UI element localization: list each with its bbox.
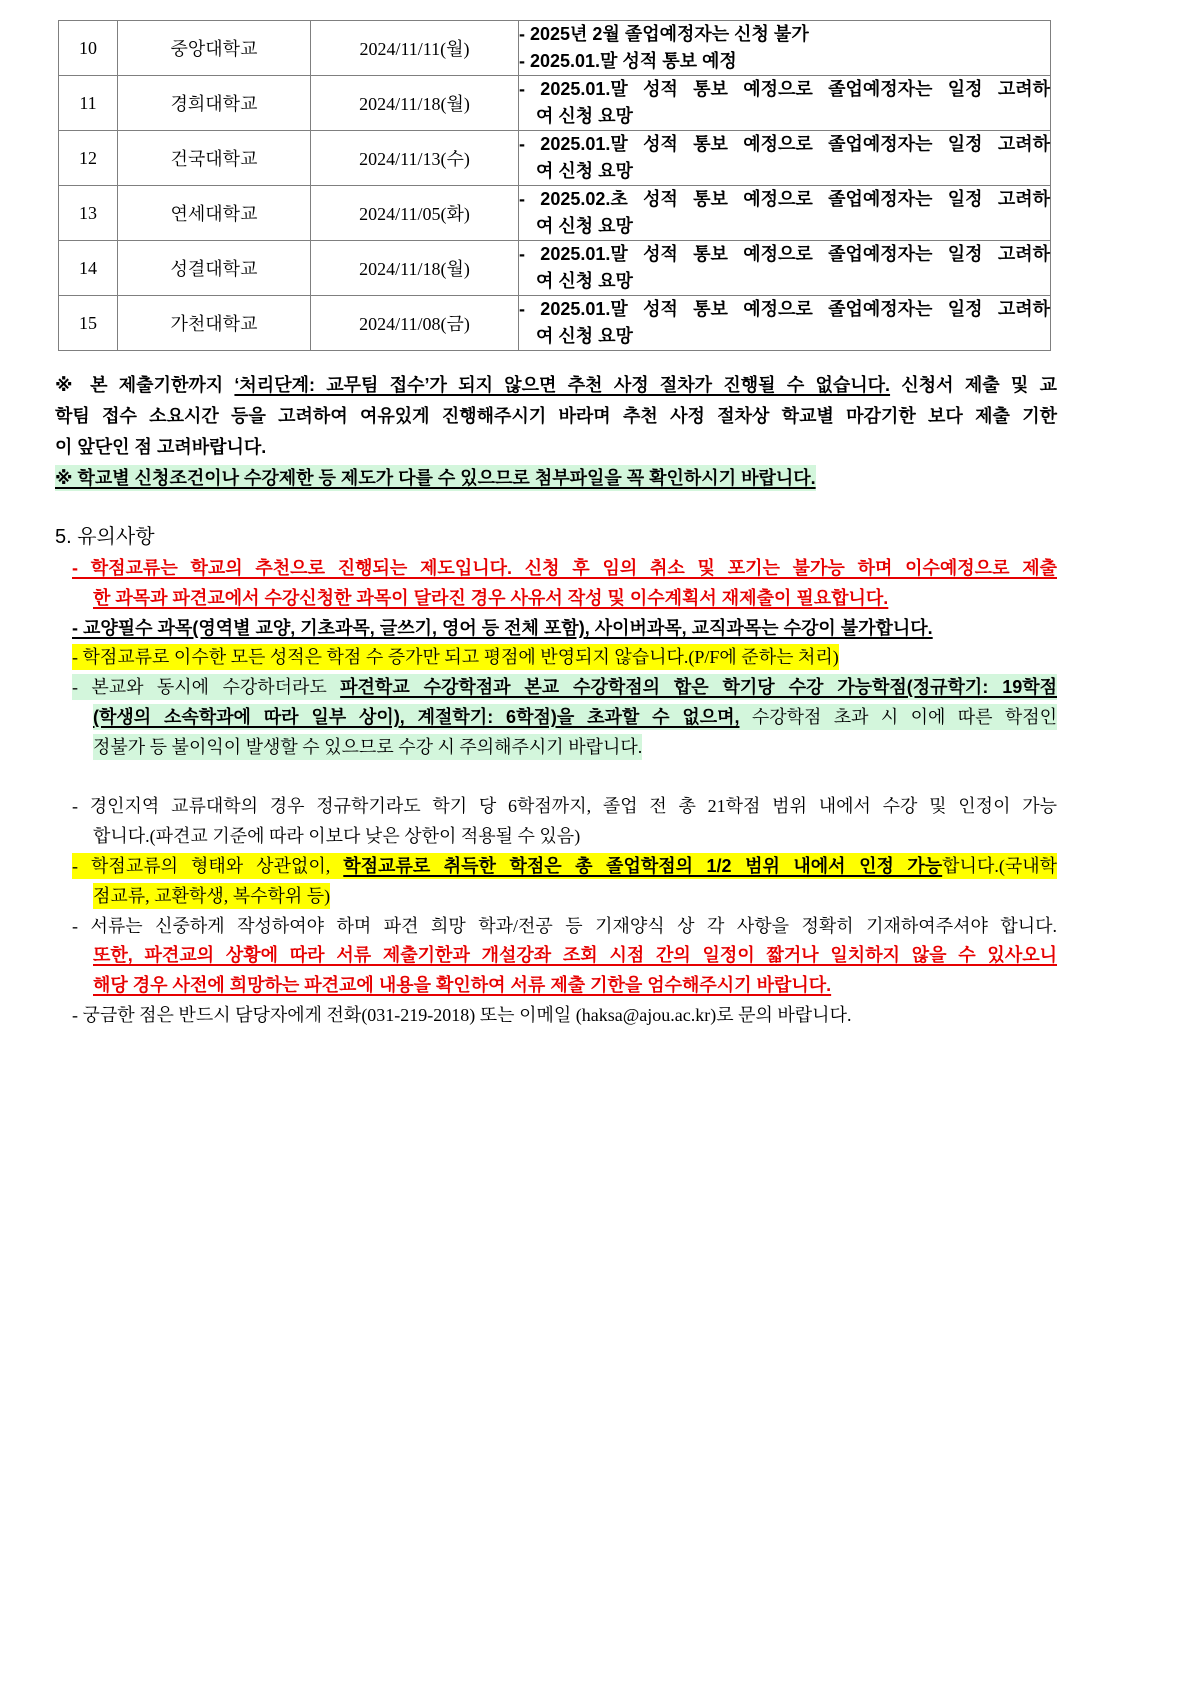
note-line: 여 신청 요망	[536, 106, 633, 126]
deadline-warning: ‘처리단계: 교무팀 접수’가 되지 않으면 추천 사정 절차가 진행될 수 없습니다.	[234, 375, 891, 395]
row-number: 14	[59, 241, 118, 296]
emphasis-text: 파견학교 수강학점과 본교 수강학점의 합은 학기당 수강 가능학점(정규학기: 19학점	[340, 677, 1057, 698]
caution-line: - 학점교류는 학교의 추천으로 진행되는 제도입니다. 신청 후 임의 취소 및 포기는 불가능 하며 이수예정으로 제출	[72, 558, 1057, 578]
caution-item-recognition	[55, 852, 1057, 912]
school-name: 연세대학교	[118, 186, 311, 241]
note-cell	[519, 241, 1051, 296]
blank-line	[55, 763, 1057, 793]
emphasis-text: (학생의 소속학과에 따라 일부 상이), 계절학기: 6학점)을 초과할 수 없으며,	[93, 706, 740, 727]
caution-line: 합니다.(파견교 기준에 따라 이보다 낮은 상한이 적용될 수 있음)	[93, 826, 581, 847]
table-row	[59, 76, 1051, 131]
deadline-date: 2024/11/11(월)	[311, 21, 519, 76]
school-name: 중앙대학교	[118, 21, 311, 76]
note-line: - 2025.01.말 성적 통보 예정	[519, 51, 737, 71]
note-cell	[519, 21, 1051, 76]
caution-line: 또한, 파견교의 상황에 따라 서류 제출기한과 개설강좌 조회 시점 간의 일정이 짧거나 일치하지 않을 수 있사오니	[93, 945, 1057, 966]
caution-line	[55, 852, 1057, 882]
table-row	[59, 131, 1051, 186]
caution-line	[55, 882, 1057, 912]
note-cell	[519, 186, 1051, 241]
notice-line: 이 앞단인 점 고려바랍니다.	[55, 437, 267, 457]
caution-item-excluded-courses	[55, 614, 1057, 644]
caution-line	[55, 643, 1057, 673]
table-row	[59, 296, 1051, 351]
notice-paragraph	[55, 370, 1057, 494]
notice-line	[55, 370, 1057, 401]
note-cell	[519, 76, 1051, 131]
table-body	[59, 21, 1051, 351]
table-row	[59, 186, 1051, 241]
school-name: 성결대학교	[118, 241, 311, 296]
highlighted-text: 점교류, 교환학생, 복수학위 등)	[93, 883, 330, 909]
attachment-notice-text: ※ 학교별 신청조건이나 수강제한 등 제도가 다를 수 있으므로 첨부파일을 꼭 확인하시기 바랍니다.	[55, 465, 816, 491]
caution-line: - 서류는 신중하게 작성하여야 하며 파견 희망 학과/전공 등 기재양식 상 각 사항을 정확히 기재하여주셔야 합니다.	[72, 915, 1057, 936]
deadline-date: 2024/11/18(월)	[311, 241, 519, 296]
caution-item-contact	[55, 1001, 1057, 1031]
caution-line: 한 과목과 파견교에서 수강신청한 과목이 달라진 경우 사유서 작성 및 이수계획서 재제출이 필요합니다.	[93, 587, 889, 608]
caution-line: - 궁금한 점은 반드시 담당자에게 전화(031-219-2018) 또는 이메일 (haksa@ajou.ac.kr)로 문의 바랍니다.	[72, 1004, 852, 1025]
note-line: 여 신청 요망	[536, 326, 633, 346]
deadline-date: 2024/11/08(금)	[311, 296, 519, 351]
caution-line	[55, 673, 1057, 703]
caution-line: 해당 경우 사전에 희망하는 파견교에 내용을 확인하여 서류 제출 기한을 엄수해주시기 바랍니다.	[93, 975, 832, 996]
note-line: - 2025.01.말 성적 통보 예정으로 졸업예정자는 일정 고려하	[519, 134, 1050, 154]
row-number: 13	[59, 186, 118, 241]
deadline-date: 2024/11/13(수)	[311, 131, 519, 186]
caution-line	[55, 733, 1057, 763]
note-line: - 2025년 2월 졸업예정자는 신청 불가	[519, 24, 809, 44]
caution-line	[55, 703, 1057, 733]
table-row	[59, 241, 1051, 296]
note-line: - 2025.01.말 성적 통보 예정으로 졸업예정자는 일정 고려하	[519, 299, 1050, 319]
school-name: 가천대학교	[118, 296, 311, 351]
caution-item-grading	[55, 643, 1057, 673]
caution-line: - 경인지역 교류대학의 경우 정규학기라도 학기 당 6학점까지, 졸업 전 총 21학점 범위 내에서 수강 및 인정이 가능	[72, 796, 1057, 817]
note-line: 여 신청 요망	[536, 216, 633, 236]
school-deadline-table	[58, 20, 1051, 351]
highlighted-text: - 학점교류로 이수한 모든 성적은 학점 수 증가만 되고 평점에 반영되지 않습니다.(P/F에 준하는 처리)	[72, 644, 839, 670]
note-line: - 2025.01.말 성적 통보 예정으로 졸업예정자는 일정 고려하	[519, 244, 1050, 264]
row-number: 10	[59, 21, 118, 76]
highlighted-text: 정불가 등 불이익이 발생할 수 있으므로 수강 시 주의해주시기 바랍니다.	[93, 734, 642, 760]
highlighted-text	[93, 704, 1057, 730]
notice-line: 학팀 접수 소요시간 등을 고려하여 여유있게 진행해주시기 바라며 추천 사정 절차상 학교별 마감기한 보다 제출 기한	[55, 406, 1057, 426]
caution-text: 수강학점 초과 시 이에 따른 학점인	[739, 706, 1057, 727]
school-name: 경희대학교	[118, 76, 311, 131]
note-cell	[519, 296, 1051, 351]
note-line: - 2025.01.말 성적 통보 예정으로 졸업예정자는 일정 고려하	[519, 79, 1050, 99]
deadline-date: 2024/11/05(화)	[311, 186, 519, 241]
row-number: 12	[59, 131, 118, 186]
note-cell	[519, 131, 1051, 186]
section-heading: 5. 유의사항	[55, 526, 155, 548]
caution-line: - 교양필수 과목(영역별 교양, 기초과목, 글쓰기, 영어 등 전체 포함), 사이버과목, 교직과목는 수강이 불가합니다.	[72, 617, 933, 638]
caution-item-recommendation	[55, 554, 1057, 614]
deadline-date: 2024/11/18(월)	[311, 76, 519, 131]
note-line: 여 신청 요망	[536, 161, 633, 181]
note-line: - 2025.02.초 성적 통보 예정으로 졸업예정자는 일정 고려하	[519, 189, 1050, 209]
caution-list	[55, 554, 1057, 1031]
notice-text: ※ 본 제출기한까지	[55, 375, 235, 395]
note-line: 여 신청 요망	[536, 271, 633, 291]
caution-text: - 본교와 동시에 수강하더라도	[72, 677, 341, 698]
caution-text: 합니다.(국내학	[942, 855, 1057, 876]
caution-item-documents	[55, 912, 1057, 1001]
school-name: 건국대학교	[118, 131, 311, 186]
row-number: 15	[59, 296, 118, 351]
emphasis-text: 학점교류로 취득한 학점은 총 졸업학점의 1/2 범위 내에서 인정 가능	[343, 855, 943, 876]
table-row	[59, 21, 1051, 76]
caution-text: - 학점교류의 형태와 상관없이,	[72, 855, 344, 876]
caution-item-gyeongin	[55, 792, 1057, 852]
notice-text: 신청서 제출 및 교	[890, 375, 1057, 395]
attachment-notice	[55, 463, 1057, 494]
row-number: 11	[59, 76, 118, 131]
highlighted-text	[72, 674, 1057, 700]
highlighted-text	[72, 853, 1057, 879]
caution-item-credit-limit	[55, 673, 1057, 762]
